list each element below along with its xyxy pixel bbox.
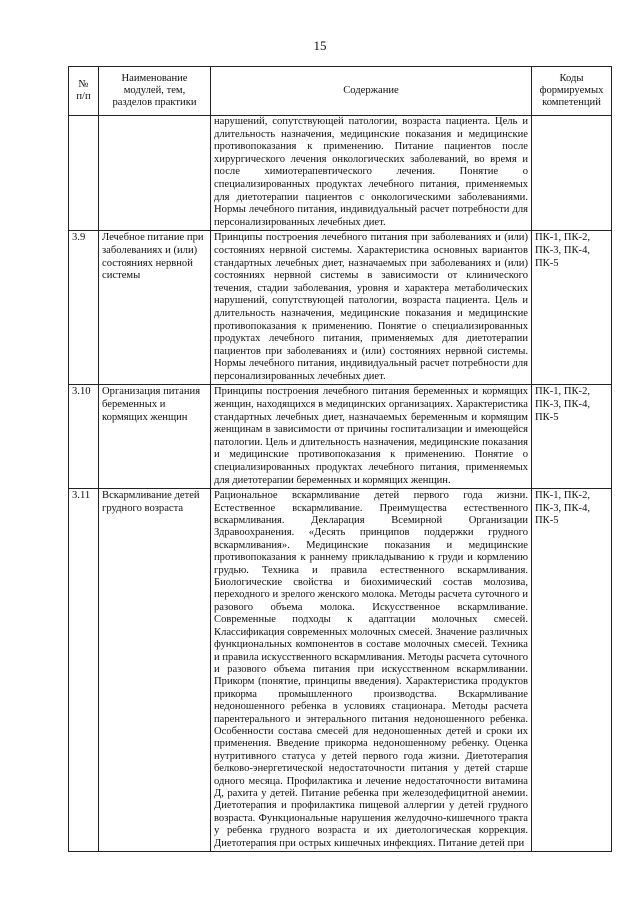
header-number-text: № п/п [76,79,91,102]
header-codes-text: Коды формируемых компетенций [539,73,604,108]
header-name-text: Наименование модулей, тем, разделов практики [112,73,197,108]
row-content: Принципы построения лечебного питания при заболеваниях и (или) состояниях нервной системы. Характеристика основных вариантов стандартных лечебных диет, назначаемых при заболеваниях и (или) состояниях нервной системы в зависимости от клинического течения, стадии заболевания, уровня и характера метаболических нарушений, сопутствующей патологии, возраста пациента. Цель и длительность назначения, медицинские показания и медицинские противопоказания к применению. Понятие о специализированных продуктах лечебного питания, применяемых для диетотерапии пациентов при заболеваниях и (или) состояниях нервной системы. Нормы лечебного питания, индивидуальный расчет потребности для персонализированных лечебных диет. [211,231,532,385]
row-name: Организация питания беременных и кормящих женщин [99,385,211,489]
row-name [99,116,211,231]
row-content: Принципы построения лечебного питания беременных и кормящих женщин, находящихся в медицинских организациях. Характеристика стандартных лечебных диет, назначаемых беременным и кормящим женщинам в зависимости от причины госпитализации и имеющейся патологии. Цель и длительность назначения, медицинские показания и медицинские противопоказания к применению. Понятие о специализированных продуктах лечебного питания, применяемых для диетотерапии беременных и кормящих женщин. [211,385,532,489]
row-name: Лечебное питание при заболеваниях и (или) состояниях нервной системы [99,231,211,385]
table-row [69,231,612,385]
row-codes: ПК-1, ПК-2, ПК-3, ПК-4, ПК-5 [532,385,612,489]
row-number: 3.9 [69,231,99,385]
row-number: 3.10 [69,385,99,489]
row-content: Рациональное вскармливание детей первого года жизни. Естественное вскармливание. Преимущества естественного вскармливания. Декларация Всемирной Организации Здравоохранения. «Десять принципов поддержки грудного вскармливания». Медицинские показания и медицинские противопоказания к раннему прикладыванию к груди и кормлению грудью. Техника и правила естественного вскармливания. Биологические свойства и биохимический состав молозива, переходного и зрелого женского молока. Методы расчета суточного и разового объема молока. Искусственное вскармливание. Современные подходы к адаптации молочных смесей. Классификация современных молочных смесей. Значение различных функциональных компонентов в составе молочных смесей. Техника и правила искусственного вскармливания. Методы расчета суточного и разового объема питания при искусственном вскармливании. Прикорм (понятие, принципы введения). Характеристика продуктов прикорма промышленного производства. Вскармливание недоношенного ребенка в условиях стационара. Методы расчета парентерального и энтерального питания недоношенного ребенка. Особенности состава смесей для недоношенных детей и сроки их применения. Введение прикорма недоношенному ребенку. Оценка нутритивного статуса у детей первого года жизни. Диетотерапия белково-энергетической недостаточности питания у детей старше одного месяца. Профилактика и лечение недостаточности витамина Д, рахита у детей. Питание ребенка при железодефицитной анемии. Диетотерапия и профилактика пищевой аллергии у детей грудного возраста. Функциональные нарушения желудочно-кишечного тракта у ребенка грудного возраста и их диетологическая коррекция. Диетотерапия при острых кишечных инфекциях. Питание детей при [211,489,532,852]
header-content [211,67,532,116]
header-content-text: Содержание [343,85,399,96]
row-codes [532,116,612,231]
header-codes [532,67,612,116]
table-row [69,116,612,231]
row-content: нарушений, сопутствующей патологии, возраста пациента. Цель и длительность назначения, медицинские показания и медицинские противопоказания к применению. Питание пациентов после хирургического лечения онкологических заболеваний, во время и после химиотерапевтического лечения. Понятие о специализированных продуктах лечебного питания, применяемых для диетотерапии пациентов с онкологическими заболеваниями. Нормы лечебного питания, индивидуальный расчет потребности для персонализированных лечебных диет. [211,116,532,231]
row-number: 3.11 [69,489,99,852]
header-number [69,67,99,116]
header-name [99,67,211,116]
row-codes: ПК-1, ПК-2, ПК-3, ПК-4, ПК-5 [532,231,612,385]
table-row [69,489,612,852]
curriculum-table [68,66,612,852]
table-row [69,385,612,489]
row-name: Вскармливание детей грудного возраста [99,489,211,852]
row-codes: ПК-1, ПК-2, ПК-3, ПК-4, ПК-5 [532,489,612,852]
page-number: 15 [313,38,327,53]
table-header-row [69,67,612,116]
row-number [69,116,99,231]
